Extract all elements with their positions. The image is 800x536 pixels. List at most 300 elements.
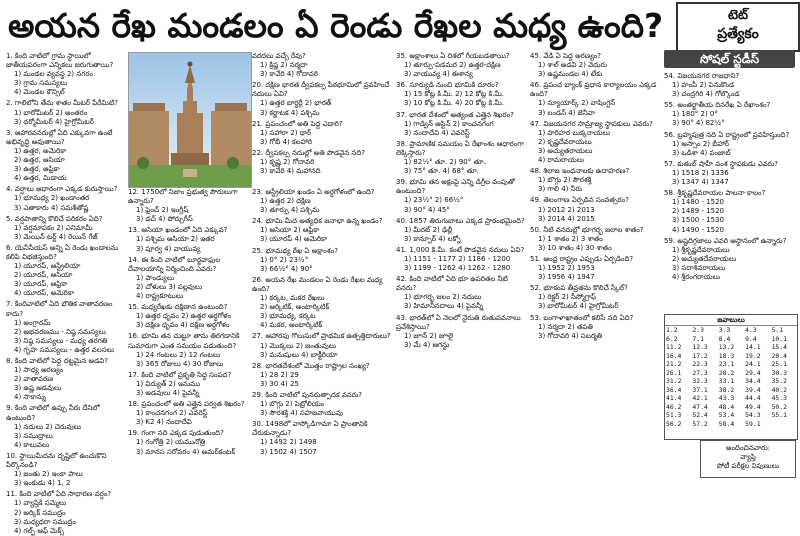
answer-option: 3) ఇంకుడు 4) 1, 2 [14, 479, 71, 488]
badge-line1: టెట్ [727, 8, 749, 23]
credits-line1: అందించినవారు: [725, 444, 771, 452]
temple-photo [128, 52, 252, 188]
answer-cell: 18.3 [718, 351, 735, 360]
question-item [396, 81, 528, 108]
question-item [530, 81, 662, 117]
question-item [396, 246, 528, 273]
question-item [252, 391, 394, 418]
answer-cell: 15.4 [771, 343, 787, 351]
question-item [664, 101, 796, 128]
question-item [252, 217, 394, 244]
answer-option: 1) బొగ్గు 2) పెట్రోలియం [260, 400, 325, 409]
question-text: 28. భారతదేశంలో మొత్తం రాష్ట్రాల సంఖ్య? [252, 361, 370, 370]
credits-line2: వ్యాప్తి [740, 453, 756, 461]
question-text: 14. ఈ కింది వాటిలో బూర్జవాఫుల దేవాలయాన్ని నిర్మించింది ఎవరు? [128, 255, 221, 273]
question-item [252, 362, 394, 389]
questions-column-2 [128, 188, 250, 478]
question-text: 3. ఆహారవనరుల్లో ఏది ఎక్కువగా ఉంటే అభివృద్ధి అవుతాయి? [6, 128, 113, 146]
answer-option: 3) ఎతాకారు 4) సమశీతోష్ణ [14, 203, 89, 212]
question-item [252, 149, 394, 176]
answer-cell: 13.2 [718, 343, 735, 351]
answer-option: 3) 1500 - 1530 [672, 216, 725, 225]
question-item [128, 332, 250, 368]
answer-cell: 12.3 [692, 343, 708, 351]
answer-option: 3) 1502 4) 1507 [260, 447, 317, 456]
answer-option: 3) 365 రోజులు 4) 30 రోజులు [136, 359, 224, 368]
question-text: 21. ప్రపంచంలో అతి పెద్ద ఎడారి? [252, 119, 343, 128]
answer-cell: 53.4 [718, 411, 735, 419]
answer-option: 2) ఉత్తర, ఆసియా [14, 156, 65, 165]
answer-option: 1) యూరప్, ఆస్ట్రేలియా [14, 262, 81, 271]
answer-option: 3) వాయువ్య 4) ఈశాన్య [404, 70, 473, 79]
question-item [530, 167, 662, 194]
answer-row [665, 360, 797, 369]
question-item [6, 300, 126, 355]
answer-option: 1) 1492 2) 1498 [260, 438, 317, 447]
question-item [252, 247, 394, 274]
answer-option: 3) సదాశివరాయలు [672, 263, 726, 272]
answer-option: 1) ఉత్తర 2) దక్షిణ [260, 197, 311, 206]
answer-cell: 39.4 [745, 385, 761, 394]
answer-option: 1) 24 గంటలు 2) 12 గంటలు [136, 350, 221, 359]
answer-option: 4) మకర, అంటార్కిటిక్ [260, 321, 323, 330]
question-text: 40. 1857 తిరుగుబాటు ఎక్కడ ప్రారంభమైంది? [396, 216, 525, 225]
answer-option: 1) గంగోత్రి 2) యమునోత్రి [136, 438, 206, 447]
question-item [128, 400, 250, 427]
answer-option: 1) 82½° తూ. 2) 90° తూ. [404, 158, 486, 167]
answer-cell: 14.1 [745, 343, 761, 351]
answer-option: 3) అడవులు 4) పైవన్నీ [136, 388, 200, 397]
answer-row [665, 369, 797, 378]
answer-option: 3) నందాదేవి 4) ఎవరెస్ట్ [404, 128, 470, 137]
answer-option: 3) అచ్యుతరాయలు [538, 146, 593, 155]
answer-key-table [665, 326, 797, 428]
answer-cell [771, 420, 797, 429]
answer-option: 3) డచ్ 4) పోర్చుగీస్ [136, 215, 193, 224]
answer-option: 1) మొక్కలు 2) జంతువులు [260, 341, 337, 350]
answer-cell: 32.3 [692, 377, 708, 385]
question-text: 49. తెలంగాణ ఏర్పడిన సంవత్సరం? [530, 196, 629, 205]
answer-option: 3) 75° తూ. 4) 68° తూ. [404, 167, 480, 176]
answer-cell: 48.4 [718, 402, 735, 411]
answer-option: 3) కాన్పూర్ 4) లక్నో [404, 234, 461, 243]
answer-cell: 24.1 [745, 360, 761, 368]
answer-row [665, 420, 797, 429]
answer-option: 1) హంపీ 2) పెనుకొండ [672, 81, 735, 90]
badge-line2: ప్రత్యేకం [717, 26, 759, 42]
answer-option: 2) 1489 - 1520 [672, 207, 725, 216]
question-text: 17. కింది వాటిలో ప్రకృతి సిద్ధ సంపద? [128, 370, 232, 379]
answer-option: 3) 2014 4) 2015 [538, 214, 595, 223]
answer-cell: 56.2 [666, 419, 682, 428]
answer-option: 1) 1 శాతం 2) 3 శాతం [538, 234, 603, 243]
question-item [6, 452, 126, 488]
question-item [128, 256, 250, 301]
question-item [128, 303, 250, 330]
question-item [252, 120, 394, 147]
question-text: 4. వర్షాలు ఆధారంగా ఎక్కడ కురుస్తాయి? [6, 185, 118, 194]
answer-option: 1) క్రిష్ణ 2) నర్మదా [260, 61, 308, 70]
answer-option: 3) సౌరశక్తి 4) సహజవాయువు [260, 409, 343, 418]
question-text: 57. కుతుబ్ షాహీ వంశ స్థాపకుడు ఎవరు? [664, 159, 778, 168]
question-text: 45. వేడి ఏ పెద్ద అరణ్యం? [530, 52, 601, 60]
question-item [530, 226, 662, 253]
answer-row [665, 403, 797, 412]
answer-option: 2) ఆర్కిటిక్, అంటార్కిటిక్ [260, 303, 330, 312]
answer-cell: 38.2 [718, 385, 735, 394]
answer-cell: 5.1 [771, 326, 784, 334]
answer-cell: 36.4 [666, 385, 682, 394]
question-item [6, 99, 126, 126]
question-item [252, 188, 394, 215]
answer-option: 4) కాలువలు [14, 440, 50, 449]
question-text: 52. భూకంప తీవ్రతను కొలిచే స్కేల్? [530, 284, 628, 293]
tet-special-badge [676, 2, 800, 52]
question-text: 20. దక్షిణ భారత ద్వీపకల్ప పీఠభూమిలో ప్రవహించే నదులు ఏవి? [252, 81, 390, 99]
question-text: 59. అష్టదిగ్గజాలు ఎవరి ఆస్థానంలో ఉన్నారు? [664, 236, 787, 245]
answer-option: 3) గాలి 4) నీరు [538, 185, 583, 194]
answer-row [665, 343, 797, 352]
answer-option: 1) మీరట్ 2) ఢిల్లీ [404, 225, 453, 234]
answer-option: 1) పాండ్యులు [136, 273, 175, 282]
answer-option: 1) వర్షమాపకం 2) ఎనిమామీ [14, 223, 93, 232]
credits-line3: పోటీ పరీక్షల నిపుణులు [716, 462, 780, 470]
question-item [396, 111, 528, 138]
question-item [6, 404, 126, 449]
answer-option: 1) బొగ్గు 2) సౌరశక్తి [538, 176, 592, 185]
credits-box [700, 440, 796, 478]
questions-column-5 [530, 52, 662, 478]
answer-option: 3) ఉష్ణ అడవులు [14, 384, 62, 393]
answer-cell: 7.1 [692, 334, 704, 343]
answer-option: 1) భూగర్భ జలం 2) నదులు [404, 293, 482, 302]
answer-option: 1) ఉత్తర బార్డర్లీ 2) భారత్ [260, 99, 332, 108]
answer-option: 3) లండన్ 4) జెనీవా [538, 108, 596, 117]
question-item [252, 420, 394, 456]
answer-cell: 4.3 [745, 326, 757, 334]
answer-option: 2) కృష్ణదేవరాయలు [538, 137, 592, 146]
question-text: 16. భూమి తన చుట్టూ తాను తిరగడానికి సుమారుగా ఎంత సమయం పడుతుంది? [128, 332, 240, 350]
question-item [530, 196, 662, 223]
answer-cell: 59.1 [745, 419, 761, 428]
answer-cell: 41.4 [666, 394, 682, 402]
answer-option: 1) కాంచనగంగ 2) ఎవరెస్ట్ [136, 409, 208, 418]
answer-cell: 50.2 [771, 402, 787, 411]
question-item [664, 72, 796, 99]
answer-row [665, 394, 797, 403]
answer-cell: 26.1 [666, 368, 682, 377]
question-item [396, 314, 528, 350]
answer-option: 3) ఉత్తర, ఆఫ్రికా [14, 165, 60, 174]
answer-option: 3) ఒడిశా 4) పంజాబ్ [672, 148, 731, 157]
question-text: 7. కిందివాటిలో ఏది భౌతిక వాతావరణం కాదు? [6, 300, 113, 318]
questions-column-3-top [252, 52, 394, 186]
answer-cell: 28.2 [718, 368, 735, 377]
answer-option: 1) ఫ్రెంచ్ 2) ఇంగ్లీష్ [136, 206, 189, 215]
subject-banner: సోషల్ స్టడీస్ [664, 50, 795, 68]
answer-option: 3) యూరప్ 4) అమెరికా [260, 235, 328, 244]
answer-option: 1) మండల వ్యవస్థ 2) నగరం [14, 70, 94, 79]
question-item [6, 215, 126, 242]
answer-option: 3) 90° 4) 82½° [672, 119, 725, 128]
question-text: 35. అక్షాంశాలు ఏ దిశలో గీయబడతాయి? [396, 52, 510, 60]
question-text: 26. అయన రేఖ మండలం ఏ రెండు రేఖల మధ్య ఉంది? [252, 275, 383, 293]
answer-option: 1) భూమధ్య 2) ఖండాంతర [14, 194, 90, 203]
answer-option: 1) బారోమీటర్ 2) అంతరం [14, 108, 88, 117]
question-text: 12. 1750లో నిజాం ప్రభుత్వ పౌరులుగా ఉన్నారు? [128, 188, 238, 206]
answer-option: 1) విద్యుత్ 2) ఇనుము [136, 379, 200, 388]
question-text: 50. నీటి వనరుల్లో భూగర్భ జలాల శాతం? [530, 225, 644, 234]
answer-option: 2) యూరప్, ఆసియా [14, 271, 73, 280]
answer-option: 1) శాల్ అడవి 2) వెదురు [538, 61, 608, 70]
question-text: 36. సూర్యుడి నుంచి భూమికి దూరం? [396, 81, 499, 90]
answer-option: 2) అభవరణము - నిష్ఠ సమస్యలు [14, 327, 106, 336]
answer-cell: 9.4 [745, 334, 757, 343]
questions-column-3 [252, 188, 394, 478]
answer-option: 3) నిష్ఠ సమస్యలు - మధ్య తరగతి [14, 336, 108, 345]
question-item [396, 140, 528, 176]
question-item [396, 217, 528, 244]
answer-option: 3) చంద్రగిరి 4) గోల్కొండ [672, 90, 740, 99]
answer-cell: 49.4 [745, 402, 761, 411]
answer-cell: 8.4 [718, 334, 731, 343]
answer-cell: 10.1 [771, 334, 787, 343]
answer-cell: 19.2 [745, 351, 761, 360]
question-text: 38. ప్రామాణిక సమయం ఏ రేఖాంశం ఆధారంగా లెక్కిస్తారు? [396, 139, 524, 157]
answer-option: 4) గృహ సమస్యలు - ఉత్తర వలసలు [14, 345, 115, 354]
answer-option: 1) వ్యాప్తికి సమ్మెలు [14, 499, 67, 508]
answer-row [665, 377, 797, 386]
answer-cell: 21.2 [666, 360, 682, 368]
question-text: 1. కింది వాటిలో గ్రామ స్థాయిలో జాతీయపరంగా ఎన్నికలు జరుగుతాయి? [6, 52, 114, 70]
answer-option: 3) కావేరి 4) గోదావరి [260, 70, 319, 79]
question-text: 41. 1,000 కి.మీ. కంటే పొడవైన నదులు ఏవి? [396, 245, 525, 254]
question-item [396, 178, 528, 214]
question-item [128, 226, 250, 253]
question-text: 29. కింది వాటిలో పునరుత్పాదక వనరు? [252, 390, 363, 399]
answer-cell: 46.2 [666, 402, 682, 411]
question-item [530, 52, 662, 79]
answer-key-title: జవాబులు [665, 315, 797, 326]
answer-option: 3) మెయిన్ టర్ట్ 4) రెయిన్ గేజ్ [14, 232, 98, 241]
answer-option: 1) ఉత్తర, అమెరికా [14, 146, 67, 155]
answer-option: 3) హిమానీనదాలు 4) పైవన్నీ [404, 302, 484, 311]
answer-option: 1) 0° 2) 23½° [260, 255, 309, 264]
question-item [6, 129, 126, 184]
question-text: 24. భూమి మీద అత్యధిక జనాభా ఉన్న ఖండం? [252, 217, 383, 226]
answer-option: 3) మధ్యధరా సముద్రం [14, 517, 76, 526]
question-text: 56. బ్రహ్మపుత్ర నది ఏ రాష్ట్రంలో ప్రవహిస్తుంది? [664, 130, 790, 139]
answer-cell: 3.3 [718, 326, 731, 334]
answer-key [664, 314, 798, 440]
question-text: 58. శ్రీకృష్ణదేవరాయల పాలనా కాలం? [664, 189, 766, 198]
answer-option: 3) 90° 4) 45° [404, 205, 450, 214]
answer-option: 1) నదులు 2) చెరువులు [14, 422, 81, 431]
answer-cell: 2.3 [692, 326, 704, 334]
question-text: వరదలు వచ్చే రేవు? [252, 52, 306, 60]
answer-row [665, 335, 797, 344]
question-item [530, 120, 662, 165]
answer-cell: 43.3 [718, 394, 735, 402]
answer-option: 4) 1490 - 1520 [672, 225, 725, 234]
question-item [252, 52, 394, 79]
questions-column-4 [396, 52, 528, 478]
question-text: 43. భారత్‌లో ఏ నెలలో నైరుతి రుతుపవనాలు ప్రవేశిస్తాయి? [396, 313, 521, 331]
question-text: 53. బంగాళాఖాతంలో కలిసే నది ఏది? [530, 313, 634, 322]
question-text: 37. భారత దేశంలో అత్యంత ఎత్తైన శిఖరం? [396, 110, 514, 119]
answer-option: 2) చోళులు 3) పల్లవులు [136, 282, 203, 291]
question-text: 10. స్థాయిమీదను దృష్టిలో ఉంచుకొని పేర్కొనండి? [6, 451, 107, 470]
question-text: 25. భూమధ్య రేఖ ఏ అక్షాంశం? [252, 246, 338, 255]
questions-column-6 [664, 72, 796, 312]
question-item [252, 332, 394, 359]
answer-option: 1) 1952 2) 1953 [538, 264, 595, 273]
question-text: 18. ప్రపంచంలో అతి ఎత్తైన పర్వత శిఖరం? [128, 400, 245, 409]
answer-option: 1) నర్మదా 2) తపతి [538, 322, 593, 331]
question-item [252, 276, 394, 331]
answer-option: 1) పశ్చిమ ఆసియా 2) ఇతర [136, 235, 215, 244]
answer-option: 3) 1956 4) 1947 [538, 273, 595, 282]
question-text: 6. యెనీసీయస్ అన్ని ఏ రెండు ఖండాలను కలిపి విభజిస్తుంది? [6, 243, 119, 261]
answer-cell: 58.4 [718, 419, 735, 428]
answer-option: 4) గల్ఫ్ ఆఫ్ మెక్స్ [14, 526, 65, 535]
answer-cell: 42.1 [692, 394, 708, 402]
answer-option: 1) అంగ్రారమ్ [14, 318, 51, 327]
answer-cell: 57.2 [692, 419, 708, 428]
answer-option: 3) 10 కోట్ల కి.మీ. 4) 20 కోట్ల కి.మీ. [404, 99, 504, 108]
question-text: 39. భూమి తన అక్షంపై ఎన్ని డిగ్రీల వంపుతో ఉంటుంది? [396, 178, 515, 196]
questions-column-1 [6, 52, 126, 535]
answer-option: 3) బారోమీటర్ 4) హైగ్రోమీటర్ [538, 302, 619, 311]
answer-option: 1) అస్సాం 2) బీహార్ [672, 139, 730, 148]
question-item [6, 52, 126, 97]
answer-option: 1) హరిహర బుక్కరాయలు [538, 128, 611, 137]
question-text: 5. వర్షపాతాన్ని కొలిచే పరికరం ఏది? [6, 214, 103, 223]
question-text: 19. గంగా నది ఎక్కడ పుడుతుంది? [128, 429, 224, 438]
answer-option: 2) అర్కిక్ సముద్రం [14, 508, 66, 517]
answer-option: 4) రాష్ట్రకూటులు [136, 292, 184, 301]
answer-option: 1) 180° 2) 0° [672, 110, 718, 119]
question-item [396, 275, 528, 311]
answer-option: 3) సముద్రాలు [14, 431, 53, 440]
answer-option: 4) మెండల కౌన్సిల్ [14, 88, 65, 97]
answer-cell: 37.1 [692, 385, 708, 394]
answer-cell: 51.3 [666, 411, 682, 419]
answer-option: 1) 23½° 2) 66½° [404, 196, 464, 205]
answer-option: 3) 1347 4) 1347 [672, 178, 729, 187]
answer-option: 3) మనుషులు 4) బాక్టీరియా [260, 350, 338, 359]
question-item [252, 81, 394, 117]
answer-cell: 25.1 [771, 360, 787, 368]
question-text: 9. కింది వాటిలో ఉప్పు నీరు దేనిలో ఉంటుంది? [6, 404, 100, 422]
answer-row [665, 326, 797, 335]
answer-option: 3) గ్రామ సమస్యలు [14, 79, 68, 88]
answer-cell: 47.4 [692, 402, 708, 411]
answer-option: 1) ఆసియా 2) ఆఫ్రికా [260, 226, 320, 235]
answer-cell: 1.2 [666, 326, 678, 334]
question-text: 30. 1498లో వాస్కోడిగామా ఏ ప్రాంతానికి చేరుకున్నాడు? [252, 420, 368, 438]
answer-cell: 30.3 [771, 368, 787, 377]
answer-option: 1) 15 కోట్ల కి.మీ. 2) 12 కోట్ల కి.మీ. [404, 90, 504, 99]
answer-cell: 45.3 [771, 394, 787, 402]
answer-option: 1) కర్కట, మకర రేఖలు [260, 294, 325, 303]
answer-cell: 54.3 [745, 411, 761, 419]
answer-option: 4) ఉత్తర, మిడాయ [14, 174, 67, 183]
question-text: 27. ఆహారపు గొలుసులో ప్రాథమిక ఉత్పత్తిదారులు? [252, 332, 391, 341]
answer-cell: 44.4 [745, 394, 761, 402]
answer-option: 1) సాధ్య అరణ్యం [14, 366, 64, 375]
answer-row [665, 411, 797, 420]
answer-cell: 6.2 [666, 334, 678, 343]
answer-cell: 33.1 [718, 377, 735, 385]
question-item [128, 429, 250, 456]
question-item [530, 255, 662, 282]
question-item [664, 237, 796, 282]
question-text: 15. మధ్యరేఖకు దక్షిణాన ఉంటుంది? [128, 303, 228, 312]
answer-option: 1) 2012 2) 2013 [538, 205, 595, 214]
question-item [530, 314, 662, 341]
answer-option: 3) థర్మోమీటర్ 4) హైగ్రోమీటర్ [14, 117, 94, 126]
question-text: 42. కింది వాటిలో ఏది భూ ఉపరితల నీటి వనరు? [396, 275, 508, 293]
answer-option: 1) ఉత్తర ధృవం 2) ఉత్తర అర్ధగోళం [136, 312, 232, 321]
answer-option: 3) కర్ణాటక 4) పశ్చిమ [260, 108, 320, 117]
answer-cell: 16.4 [666, 351, 682, 360]
answer-option: 1) రిక్టర్ 2) సీస్మోగ్రాఫ్ [538, 293, 597, 302]
answer-option: 1) 1151 - 1177 2) 1186 - 1200 [404, 254, 511, 263]
answer-option: 1) గాడ్విన్ ఆస్టిన్ 2) కాంచనగంగ [404, 119, 494, 128]
answer-option: 1) శ్రీకృష్ణదేవరాయలు [672, 245, 730, 254]
question-text: 13. ఆసియా ఖండంలో ఏది ఎక్కువ? [128, 226, 228, 235]
question-text: 48. శిలాజ ఇంధనాలకు ఉదాహరణ? [530, 167, 630, 176]
answer-option: 1) 1480 - 1520 [672, 198, 725, 207]
answer-option: 3) మానస సరోవరం 4) అమర్‌కంటక్ [136, 447, 235, 456]
answer-option: 3) ఉష్ణమండల 4) టేకు [538, 70, 603, 79]
question-text: 22. ద్వీపకల్ప నదుల్లో అతి పొడవైన నది? [252, 148, 365, 157]
question-item [6, 357, 126, 402]
headline: అయన రేఖ మండలం ఏ రెండు రేఖల మధ్య ఉంది? [8, 6, 664, 45]
answer-option: 1) తూర్పు-పడమర 2) ఉత్తర-దక్షిణ [404, 61, 501, 70]
answer-cell: 31.2 [666, 377, 682, 385]
question-item [396, 52, 528, 79]
question-text: 55. అంతర్జాతీయ దినరేఖ ఏ రేఖాంశం? [664, 101, 771, 110]
question-text: 46. ప్రపంచ బ్యాంక్ ప్రధాన కార్యాలయం ఎక్కడ ఉంది? [530, 81, 657, 99]
question-item [664, 131, 796, 158]
answer-option: 4) శ్రీరంగరాయలు [672, 272, 720, 281]
answer-option: 3) 66½° 4) 90° [260, 264, 313, 273]
answer-cell: 27.3 [692, 368, 708, 377]
answer-cell: 17.2 [692, 351, 708, 360]
answer-option: 3) గోబీ 4) కలహారి [260, 137, 313, 146]
answer-option: 1) 1518 2) 1336 [672, 168, 729, 177]
answer-row [665, 352, 797, 361]
answer-cell: 22.3 [692, 360, 708, 368]
answer-cell: 20.4 [771, 351, 787, 360]
answer-option: 3) గోదావరి 4) సబర్మతి [538, 331, 603, 340]
answer-option: 3) తూర్పు 4) పశ్చిమ [260, 206, 320, 215]
answer-cell: 29.4 [745, 368, 761, 377]
answer-option: 2) వాతావరణ [14, 375, 54, 384]
answer-option: 3) కావేరి 4) మహానది [260, 167, 321, 176]
answer-option: 1) జూన్ 2) జూలై [404, 331, 454, 340]
question-text: 51. ఆంధ్ర రాష్ట్రం ఎప్పుడు ఏర్పడింది? [530, 254, 634, 263]
answer-option: 3) 1199 - 1262 4) 1262 - 1280 [404, 264, 511, 273]
answer-option: 3) 10 శాతం 4) 30 శాతం [538, 243, 612, 252]
question-item [530, 284, 662, 311]
question-text: 11. కింది వాటిలో ఏది సాధారణ వర్షం? [6, 490, 112, 499]
answer-option: 2) అచ్యుతదేవరాయలు [672, 254, 737, 263]
question-item [6, 244, 126, 299]
answer-option: 3) దక్షిణ ధృవం 4) దక్షిణ అర్ధగోళం [136, 321, 230, 330]
